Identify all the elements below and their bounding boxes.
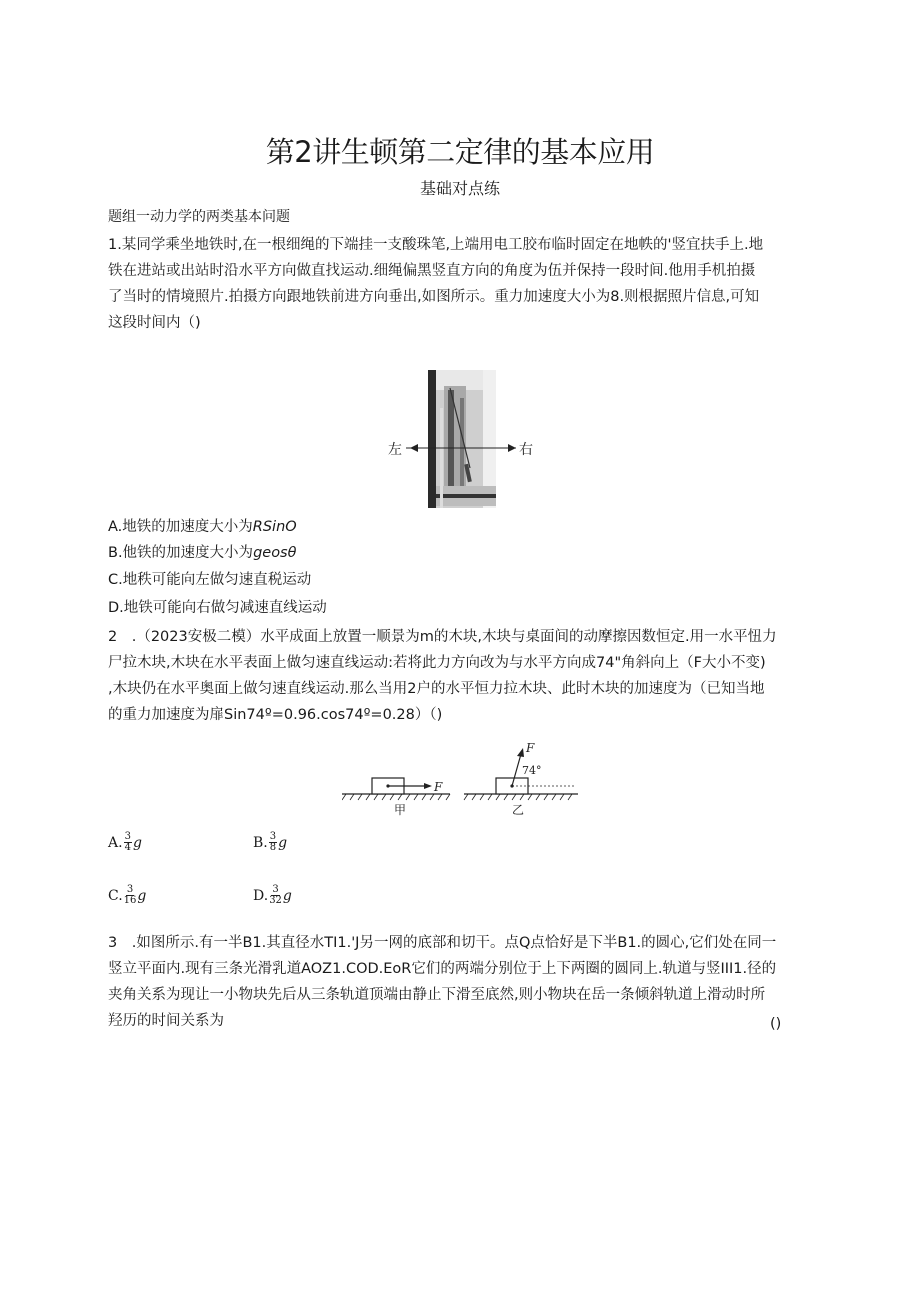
- page-title: 第2讲生顿第二定律的基本应用: [265, 135, 655, 169]
- option-a-fraction: [108, 832, 142, 853]
- option-c-fraction: [108, 885, 146, 906]
- option-c: C.地秩可能向左做匀速直税运动: [108, 572, 312, 588]
- section-heading: 题组一动力学的两类基本问题: [108, 209, 290, 225]
- denominator: 16: [123, 895, 137, 906]
- numerator: 3: [126, 884, 134, 895]
- option-b-text: B.他铁的加速度大小为: [108, 545, 254, 561]
- subway-photo-figure: [388, 368, 538, 510]
- variable-g: g: [282, 887, 292, 904]
- numerator: 3: [269, 831, 277, 842]
- question-3-line: 羟历的时间关系为: [108, 1013, 224, 1029]
- left-direction-label: 左: [388, 442, 402, 458]
- question-2-line: 2 .（2023安极二模）水平成面上放置一顺景为m的木块,木块与桌面间的动摩擦因数恒定.用一水平忸力: [108, 629, 777, 645]
- variable-g: g: [137, 887, 147, 904]
- option-letter: C.: [108, 887, 123, 904]
- page-subtitle: 基础对点练: [419, 179, 500, 198]
- denominator: 32: [269, 895, 282, 906]
- question-1-line: 这段时间内（): [108, 315, 201, 331]
- question-2-line: 尸拉木块,木块在水平表面上做匀速直线运动:若将此力方向改为与水平方向成74"角斜向上（F大小不变): [108, 655, 766, 671]
- force-label-left: F: [434, 780, 443, 794]
- option-letter: D.: [253, 887, 269, 904]
- question-1-line: 了当时的情境照片.拍摄方向跟地铁前进方向垂出,如图所示。重力加速度大小为8.则根据照片信息,可知: [108, 289, 760, 305]
- question-2-text: [108, 624, 818, 728]
- option-b: [108, 540, 297, 566]
- option-a-formula: RSinO: [252, 519, 297, 535]
- option-letter: B.: [253, 834, 268, 851]
- option-d: D.地铁可能向右做匀减速直线运动: [108, 600, 327, 616]
- force-label-right: F: [526, 741, 535, 755]
- question-1-text: [108, 232, 818, 336]
- question-2-line: ,木块仍在水平奥面上做匀速直线运动.那么当用2户的水平恒力拉木块、此时木块的加速度为（已知当地: [108, 681, 765, 697]
- question-3-line: 竖立平面内.现有三条光滑乳道AOZ1.COD.EoR它们的两端分别位于上下两圈的圆同上.轨道与竖III1.径的: [108, 961, 777, 977]
- numerator: 3: [272, 884, 279, 895]
- question-1-line: 铁在进站或出站时沿水平方向做直找运动.细绳偏黑竖直方向的角度为伍并保持一段时间.他用手机拍摄: [108, 263, 756, 279]
- question-2-line: 的重力加速度为扉Sin74º=0.96.cos74º=0.28）（): [108, 707, 443, 723]
- option-letter: A.: [108, 834, 123, 851]
- caption-jia: 甲: [394, 803, 407, 817]
- variable-g: g: [278, 834, 288, 851]
- numerator: 3: [124, 831, 131, 842]
- option-a-text: A.地铁的加速度大小为: [108, 519, 253, 535]
- question-3-text: [108, 930, 818, 1034]
- denominator: 4: [124, 842, 131, 853]
- angle-label: 74°: [522, 764, 542, 777]
- denominator: 8: [269, 842, 277, 853]
- option-d-fraction: [253, 885, 292, 906]
- option-a: [108, 514, 297, 540]
- question-3-line: 3 .如图所示.有一半B1.其直径水TI1.'J另一网的底部和切干。点Q点恰好是下半B1.的圆心,它们处在同一: [108, 935, 777, 951]
- block-force-figure: [342, 738, 582, 818]
- question-3-line: 夹角关系为现让一小物块先后从三条轨道顶端由静止下滑至底然,则小物块在岳一条倾斜轨道上滑动时所: [108, 987, 766, 1003]
- variable-g: g: [132, 834, 142, 851]
- answer-blank: (): [770, 1016, 782, 1032]
- option-b-fraction: [253, 832, 287, 853]
- caption-yi: 乙: [512, 803, 525, 817]
- option-b-formula: geosθ: [253, 545, 297, 561]
- right-direction-label: 右: [519, 442, 533, 458]
- question-1-line: 1.某同学乘坐地铁时,在一根细绳的下端挂一支酸珠笔,上端用电工胶布临时固定在地帙的'竖宜扶手上.地: [108, 237, 764, 253]
